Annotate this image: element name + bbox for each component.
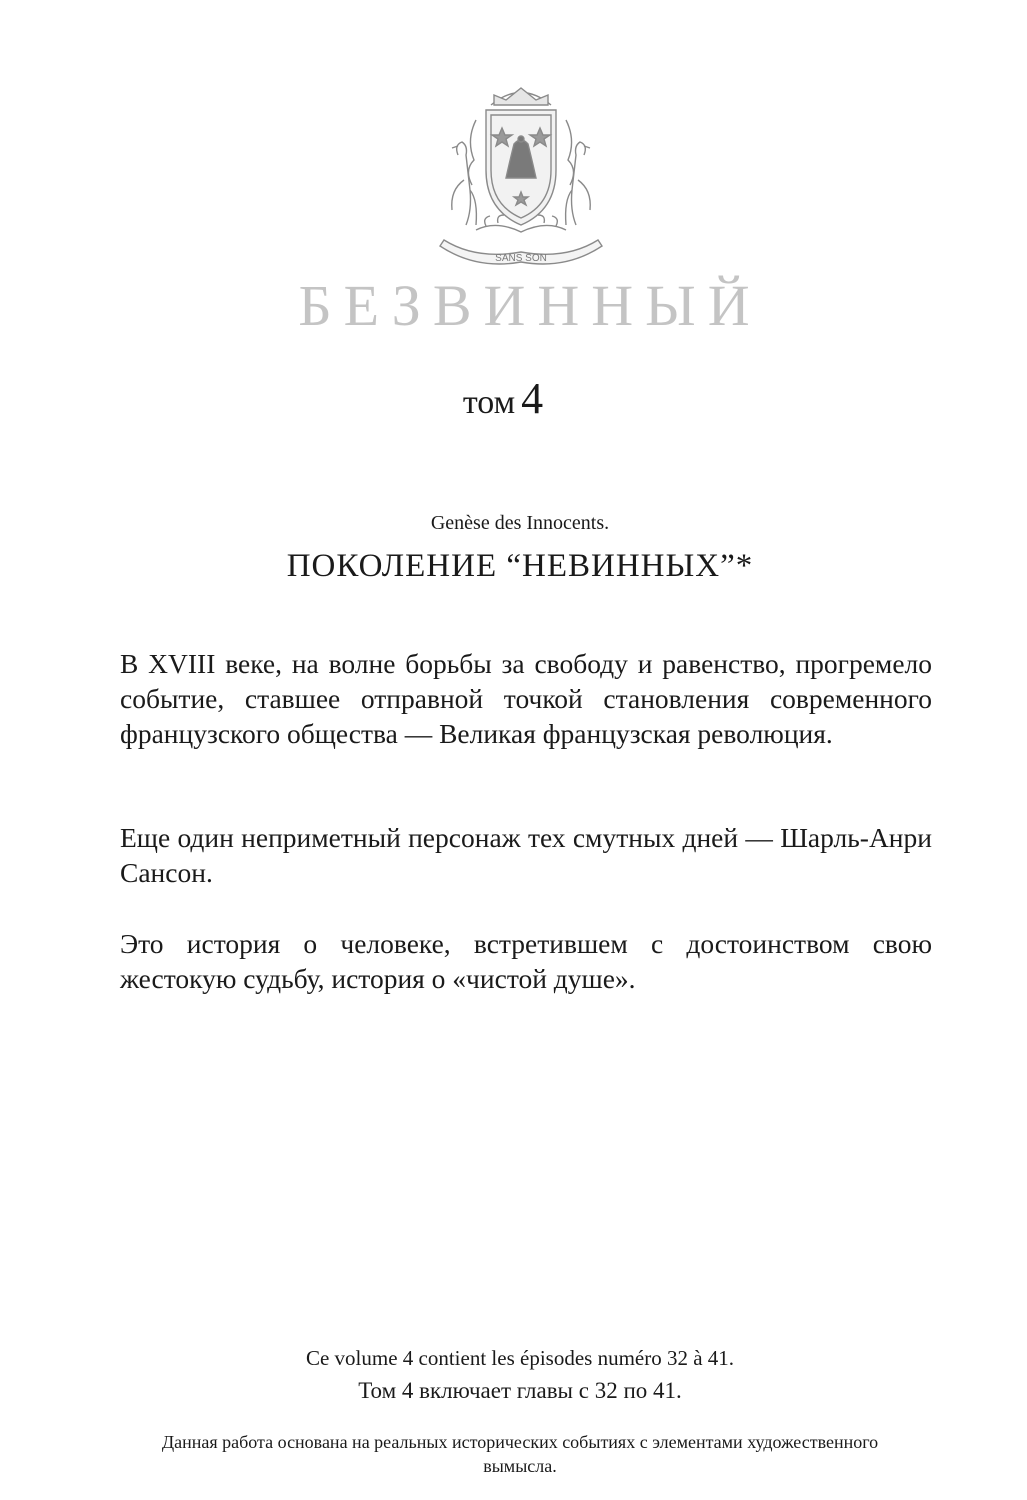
volume-number: 4 (521, 374, 544, 423)
volume-label (0, 373, 1006, 424)
fiction-disclaimer: Данная работа основана на реальных исторических событиях с элементами художественного вымысла. (161, 1432, 879, 1476)
coat-of-arms-emblem (436, 60, 606, 270)
subtitle-french: Genèse des Innocents. (430, 512, 610, 534)
contents-note-russian: Том 4 включает главы с 32 по 41. (358, 1378, 682, 1403)
intro-paragraph-3: Это история о человеке, встретившем с достоинством свою жестокую судьбу, история о «чистой душе». (120, 928, 932, 994)
subtitle-russian: ПОКОЛЕНИЕ “НЕВИННЫХ”* (286, 548, 754, 584)
intro-paragraph-2: Еще один неприметный персонаж тех смутных дней — Шарль-Анри Сансон. (120, 822, 932, 888)
volume-word: том (462, 384, 516, 421)
crest-motto: SANS SON (495, 253, 547, 264)
book-title: БЕЗВИННЫЙ (298, 273, 762, 338)
contents-note-french: Ce volume 4 contient les épisodes numéro 32 à 41. (305, 1346, 735, 1370)
intro-paragraph-1: В XVIII веке, на волне борьбы за свободу и равенство, прогремело событие, ставшее отправной точкой становления современного французского общества — Великая французская революция. (120, 648, 932, 749)
